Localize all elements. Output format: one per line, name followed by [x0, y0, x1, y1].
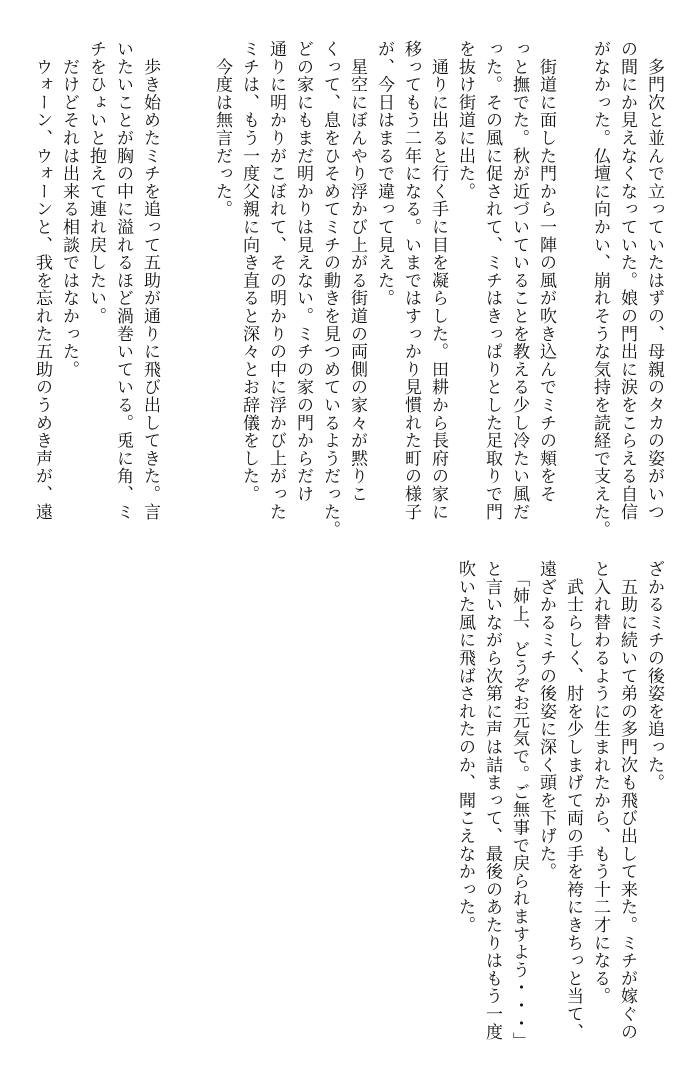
text-column: ざかるミチの後姿を追った。 [644, 560, 664, 792]
text-column: 遠ざかるミチの後姿に深く頭を下げた。 [536, 560, 556, 881]
text-column: ミチは、もう一度父親に向き直ると深々とお辞儀をした。 [239, 40, 259, 503]
text-column: 街道に面した門から一陣の風が吹き込んでミチの頬をそ [536, 40, 556, 503]
text-column: 多門次と並んで立っていたはずの、母親のタカの姿がいつ [644, 40, 664, 521]
text-column: どの家にもまだ明かりは見えない。ミチの家の門からだけ [293, 40, 313, 503]
text-column: った。その風に促されて、ミチはきっぱりとした足取りで門 [482, 40, 502, 521]
text-column: 移ってもう二年になる。いまではすっかり見慣れた町の様子 [401, 40, 421, 521]
text-column: っと撫でた。秋が近づいていることを教える少し冷たい風だ [509, 40, 529, 521]
text-column: 歩き始めたミチを追って五助が通りに飛び出してきた。言 [140, 40, 160, 521]
text-column: を抜け街道に出た。 [455, 40, 475, 201]
text-column: 五助に続いて弟の多門次も飛び出して来た。ミチが嫁ぐの [617, 560, 637, 1041]
text-column: の間にか見えなくなっていた。娘の門出に涙をこらえる自信 [617, 40, 637, 521]
text-column: 武士らしく、肘を少しまげて両の手を袴にきちっと当て、 [563, 560, 583, 1041]
text-column: 通りに出ると行く手に目を凝らした。田耕から長府の家に [428, 40, 448, 521]
text-column: 今度は無言だった。 [212, 40, 232, 218]
text-column: 「姉上、どうぞお元気で。ご無事で戻られますよう・・・」 [509, 560, 529, 1050]
text-column: が、今日はまるで違って見えた。 [374, 40, 394, 307]
text-column: がなかった。仏壇に向かい、崩れそうな気持を読経で支えた。 [590, 40, 610, 539]
text-column: と言いながら次第に声は詰まって、最後のあたりはもう一度 [482, 560, 502, 1041]
text-column: ウォーン、ウォーンと、我を忘れた五助のうめき声が、遠 [32, 40, 52, 521]
text-column: くって、息をひそめてミチの動きを見つめているようだった。 [320, 40, 340, 539]
text-column: いたいことが胸の中に溢れるほど渦巻いている。兎に角、ミ [113, 40, 133, 521]
text-column: チをひょいと抱えて連れ戻したい。 [86, 40, 106, 325]
text-column: 通りに明かりがこぼれて、その明かりの中に浮かび上がった [266, 40, 286, 521]
text-column: 吹いた風に飛ばされたのか、聞こえなかった。 [455, 560, 475, 934]
text-column: と入れ替わるように生まれたから、もう十二才になる。 [590, 560, 610, 1005]
text-column: だけどそれは出来る相談ではなかった。 [59, 40, 79, 379]
text-column: 星空にぼんやり浮かび上がる街道の両側の家々が黙りこ [347, 40, 367, 503]
